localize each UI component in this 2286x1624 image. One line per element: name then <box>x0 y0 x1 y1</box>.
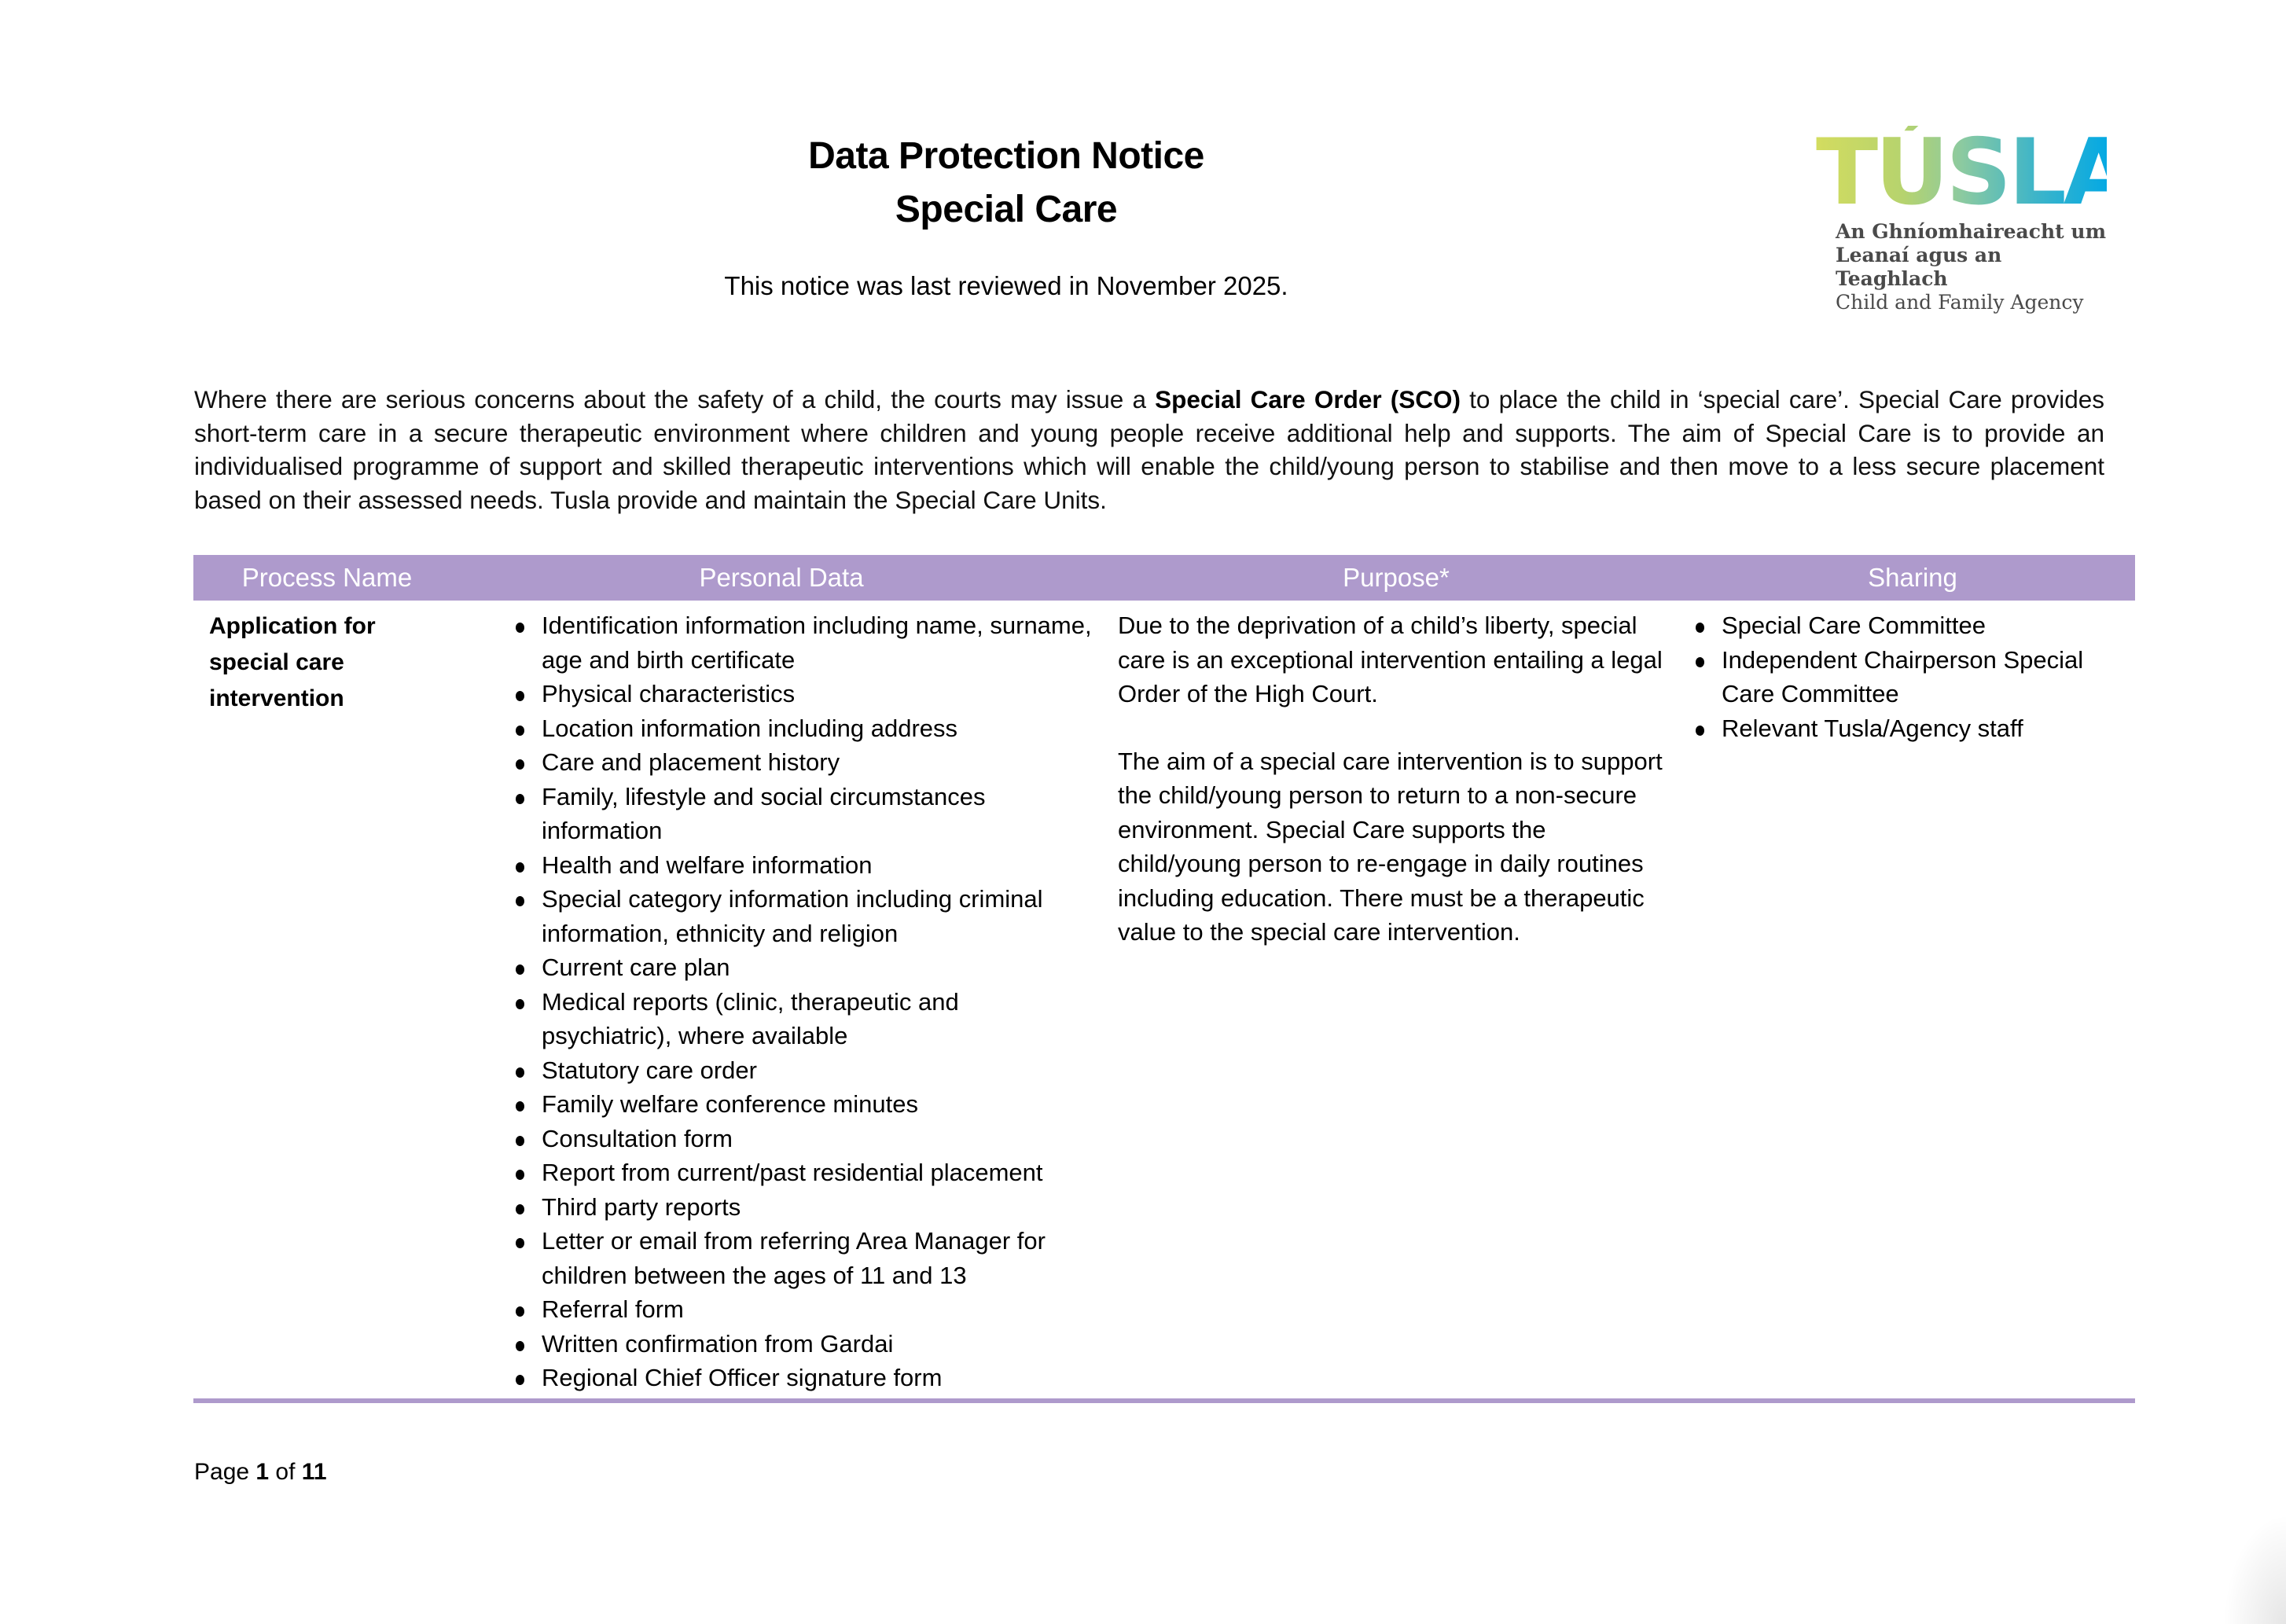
logo-irish-line2: Leanaí agus an Teaghlach <box>1836 244 2002 290</box>
title-block <box>629 130 1384 237</box>
intro-paragraph <box>194 383 2104 516</box>
column-header-process-name: Process Name <box>193 555 461 601</box>
page-number <box>194 1459 327 1486</box>
list-item: Report from current/past residential placement <box>542 1156 1094 1190</box>
list-item: Referral form <box>542 1292 1094 1327</box>
intro-text-start: Where there are serious concerns about the safety of a child, the courts may issue a <box>194 385 1156 413</box>
sharing-list <box>1690 608 2135 745</box>
tusla-logo <box>1816 119 2131 314</box>
personal-data-cell <box>461 601 1102 1401</box>
data-processing-table <box>193 555 2135 1403</box>
list-item: Current care plan <box>542 950 1094 985</box>
list-item: Physical characteristics <box>542 677 1094 711</box>
list-item: Special category information including criminal information, ethnicity and religion <box>542 882 1094 950</box>
list-item: Regional Chief Officer signature form <box>542 1361 1094 1395</box>
logo-wordmark: TÚSLA <box>1816 119 2131 226</box>
column-header-purpose: Purpose* <box>1102 555 1690 601</box>
page-title: Data Protection Notice <box>808 135 1204 177</box>
list-item: Identification information including name, surname, age and birth certificate <box>542 608 1094 677</box>
list-item: Family, lifestyle and social circumstances information <box>542 780 1094 848</box>
page-label: Page <box>194 1459 256 1485</box>
current-page: 1 <box>255 1459 270 1485</box>
of-label: of <box>269 1459 302 1485</box>
column-header-personal-data: Personal Data <box>461 555 1102 601</box>
list-item: Written confirmation from Gardai <box>542 1327 1094 1361</box>
list-item: Letter or email from referring Area Manager for children between the ages of 11 and 13 <box>542 1224 1094 1292</box>
personal-data-list <box>225 608 1102 1395</box>
list-item: Statutory care order <box>542 1053 1094 1088</box>
logo-irish-line1: An Ghníomhaireacht um <box>1836 220 2107 243</box>
purpose-paragraph: The aim of a special care intervention is to support the child/young person to return to a non-secure environment. Special Care supports the child/young person to re-engage in daily routines including education. There must be a therapeutic value to the special care intervention. <box>1118 747 1663 946</box>
intro-text-end: to place the child in ‘special care’. Special Care provides short-term care in a secure therapeutic environment where children and young people receive additional help and supports. The aim of Special Care is to provide an individualised programme of support and skilled therapeutic interventions which will enable the child/young person to stabilise and then move to a less secure placement based on their assessed needs. Tusla provide and maintain the Special Care Units. <box>194 385 2104 514</box>
column-header-sharing: Sharing <box>1690 555 2135 601</box>
intro-bold-term: Special Care Order (SCO) <box>1155 385 1461 413</box>
list-item: Medical reports (clinic, therapeutic and psychiatric), where available <box>542 985 1094 1053</box>
review-date-note: This notice was last reviewed in November 2025. <box>724 271 1288 300</box>
list-item: Health and welfare information <box>542 848 1094 883</box>
table-header-row <box>193 555 2135 601</box>
logo-english-line: Child and Family Agency <box>1836 291 2084 314</box>
purpose-cell <box>1102 601 1690 1401</box>
list-item: Independent Chairperson Special Care Committee <box>1722 643 2119 711</box>
list-item: Third party reports <box>542 1190 1094 1225</box>
list-item: Family welfare conference minutes <box>542 1087 1094 1122</box>
list-item: Location information including address <box>542 711 1094 746</box>
process-name: Application for special care intervention <box>209 613 376 711</box>
page-curl-shadow <box>2223 1514 2286 1624</box>
table-row <box>193 601 2135 1401</box>
sharing-cell <box>1690 601 2135 1401</box>
list-item: Relevant Tusla/Agency staff <box>1722 711 2119 746</box>
list-item: Consultation form <box>542 1122 1094 1156</box>
total-pages: 11 <box>301 1459 327 1485</box>
list-item: Care and placement history <box>542 745 1094 780</box>
list-item: Special Care Committee <box>1722 608 2119 643</box>
purpose-paragraph: Due to the deprivation of a child’s liberty, special care is an exceptional intervention entailing a legal Order of the High Court. <box>1118 612 1663 707</box>
page-subtitle: Special Care <box>895 189 1118 230</box>
